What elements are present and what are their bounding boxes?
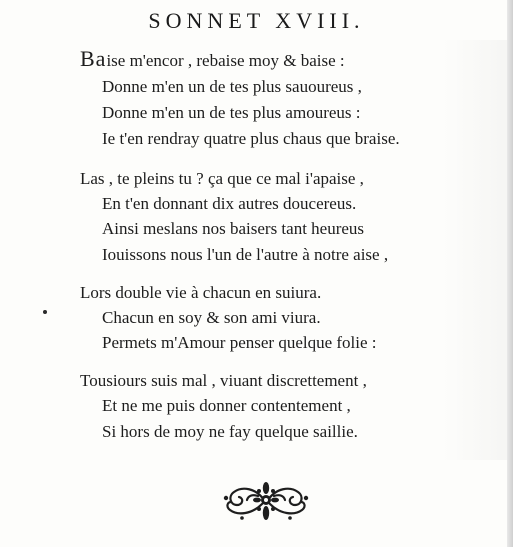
fleuron-ornament-icon <box>218 478 314 524</box>
verse-line: Las , te pleins tu ? ça que ce mal i'apaise , <box>80 169 364 188</box>
page-edge <box>507 0 513 547</box>
verse-line: Chacun en soy & son ami viura. <box>102 308 321 327</box>
verse-line: Et ne me puis donner contentement , <box>102 396 351 415</box>
verse-line: Donne m'en un de tes plus sauoureus , <box>102 77 362 96</box>
verse-line: Permets m'Amour penser quelque folie : <box>102 333 377 352</box>
page-showthrough <box>443 40 513 460</box>
verse-line: Lors double vie à chacun en suiura. <box>80 283 322 302</box>
verse-line: Si hors de moy ne fay quelque saillie. <box>102 422 358 441</box>
drop-capital: Ba <box>80 46 107 71</box>
verse-line: Tousiours suis mal , viuant discrettement , <box>80 371 367 390</box>
verse-line: Donne m'en un de tes plus amoureus : <box>102 103 361 122</box>
verse-line: Iouissons nous l'un de l'autre à notre aise , <box>102 245 389 264</box>
verse-line: Ie t'en rendray quatre plus chaus que braise. <box>102 129 400 148</box>
verse-line-text: ise m'encor , rebaise moy & baise : <box>106 51 345 70</box>
verse-line: Ainsi meslans nos baisers tant heureus <box>102 219 365 238</box>
ink-speck <box>43 310 47 314</box>
verse-line: En t'en donnant dix autres doucereus. <box>102 194 357 213</box>
sonnet-title: SONNET XVIII. <box>148 8 365 33</box>
verse-line <box>80 48 345 72</box>
